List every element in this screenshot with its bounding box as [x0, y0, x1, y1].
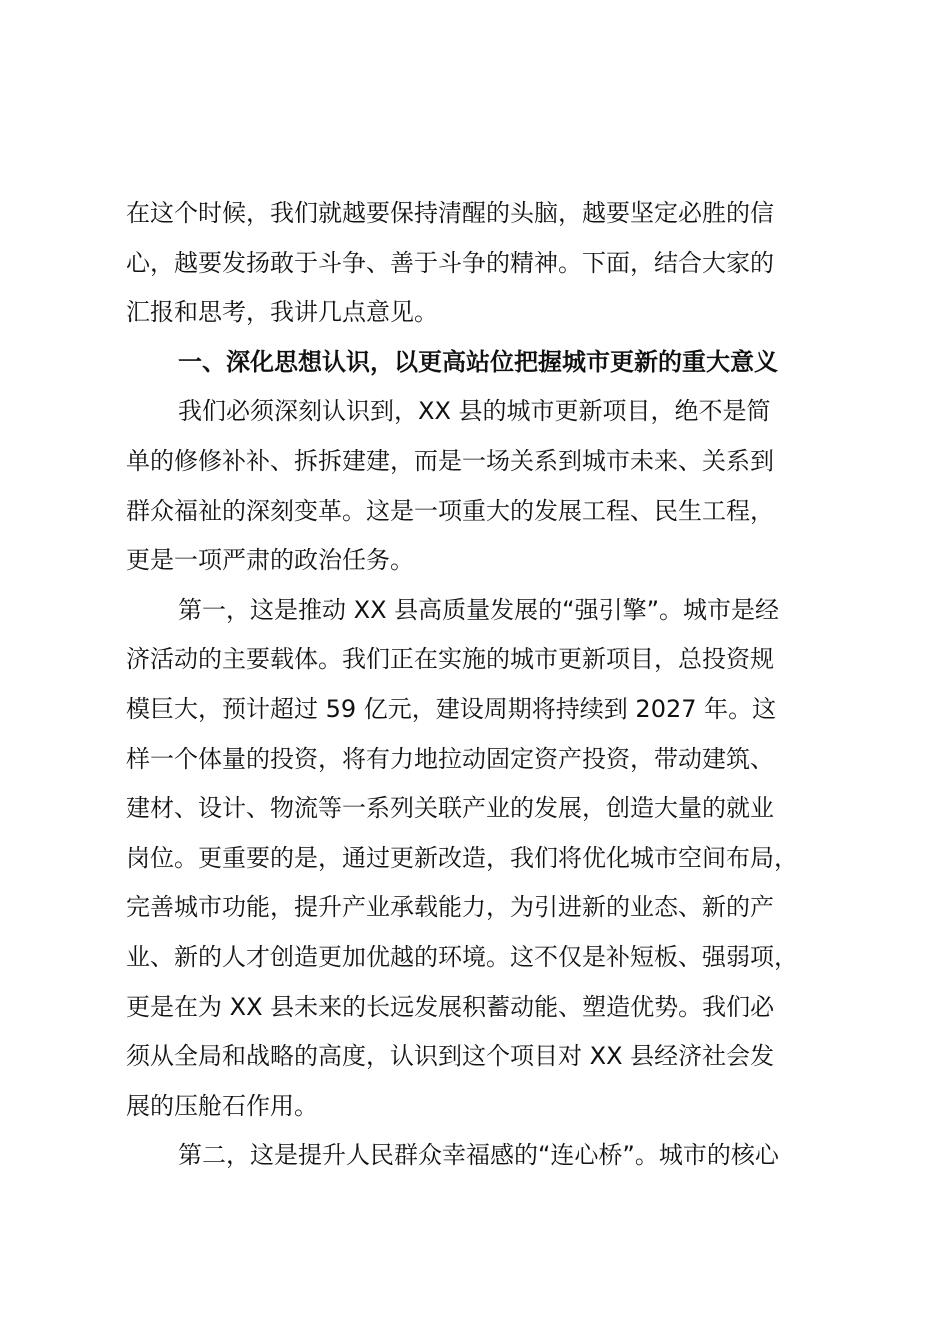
text-line: 群众福祉的深刻变革。这是一项重大的发展工程、民生工程， [126, 496, 774, 525]
text-line: 更是一项严肃的政治任务。 [126, 546, 414, 575]
text-line: 业、新的人才创造更加优越的环境。这不仅是补短板、强弱项， [126, 942, 798, 971]
paragraph-significance [126, 387, 826, 585]
text-line: 样一个体量的投资，将有力地拉动固定资产投资，带动建筑、 [126, 744, 774, 773]
text-line: 第二，这是提升人民群众幸福感的“连心桥”。城市的核心 [178, 1141, 779, 1170]
section-heading [126, 338, 826, 388]
document-body [126, 189, 826, 1181]
paragraph-second-point [126, 1131, 826, 1181]
text-line: 在这个时候，我们就越要保持清醒的头脑，越要坚定必胜的信 [126, 199, 774, 227]
text-line: 单的修修补补、拆拆建建，而是一场关系到城市未来、关系到 [126, 446, 774, 475]
text-line: 建材、设计、物流等一系列关联产业的发展，创造大量的就业 [126, 794, 774, 823]
text-line: 展的压舱石作用。 [126, 1091, 318, 1120]
paragraph-first-point [126, 586, 826, 1132]
text-line: 心，越要发扬敢于斗争、善于斗争的精神。下面，结合大家的 [126, 248, 774, 277]
text-line: 完善城市功能，提升产业承载能力，为引进新的业态、新的产 [126, 893, 774, 922]
text-line: 我们必须深刻认识到，XX 县的城市更新项目，绝不是简 [178, 397, 771, 426]
text-line: 第一，这是推动 XX 县高质量发展的“强引擎”。城市是经 [178, 595, 780, 624]
text-line: 汇报和思考，我讲几点意见。 [126, 298, 438, 327]
text-line: 须从全局和战略的高度，认识到这个项目对 XX 县经济社会发 [126, 1042, 775, 1071]
text-line: 岗位。更重要的是，通过更新改造，我们将优化城市空间布局， [126, 843, 798, 872]
text-line: 模巨大，预计超过 59 亿元，建设周期将持续到 2027 年。这 [126, 694, 777, 723]
text-line: 济活动的主要载体。我们正在实施的城市更新项目，总投资规 [126, 645, 774, 674]
paragraph-intro-continuation [126, 189, 826, 338]
text-line: 更是在为 XX 县未来的长远发展积蓄动能、塑造优势。我们必 [126, 992, 775, 1021]
heading-line: 一、深化思想认识，以更高站位把握城市更新的重大意义 [178, 347, 778, 376]
